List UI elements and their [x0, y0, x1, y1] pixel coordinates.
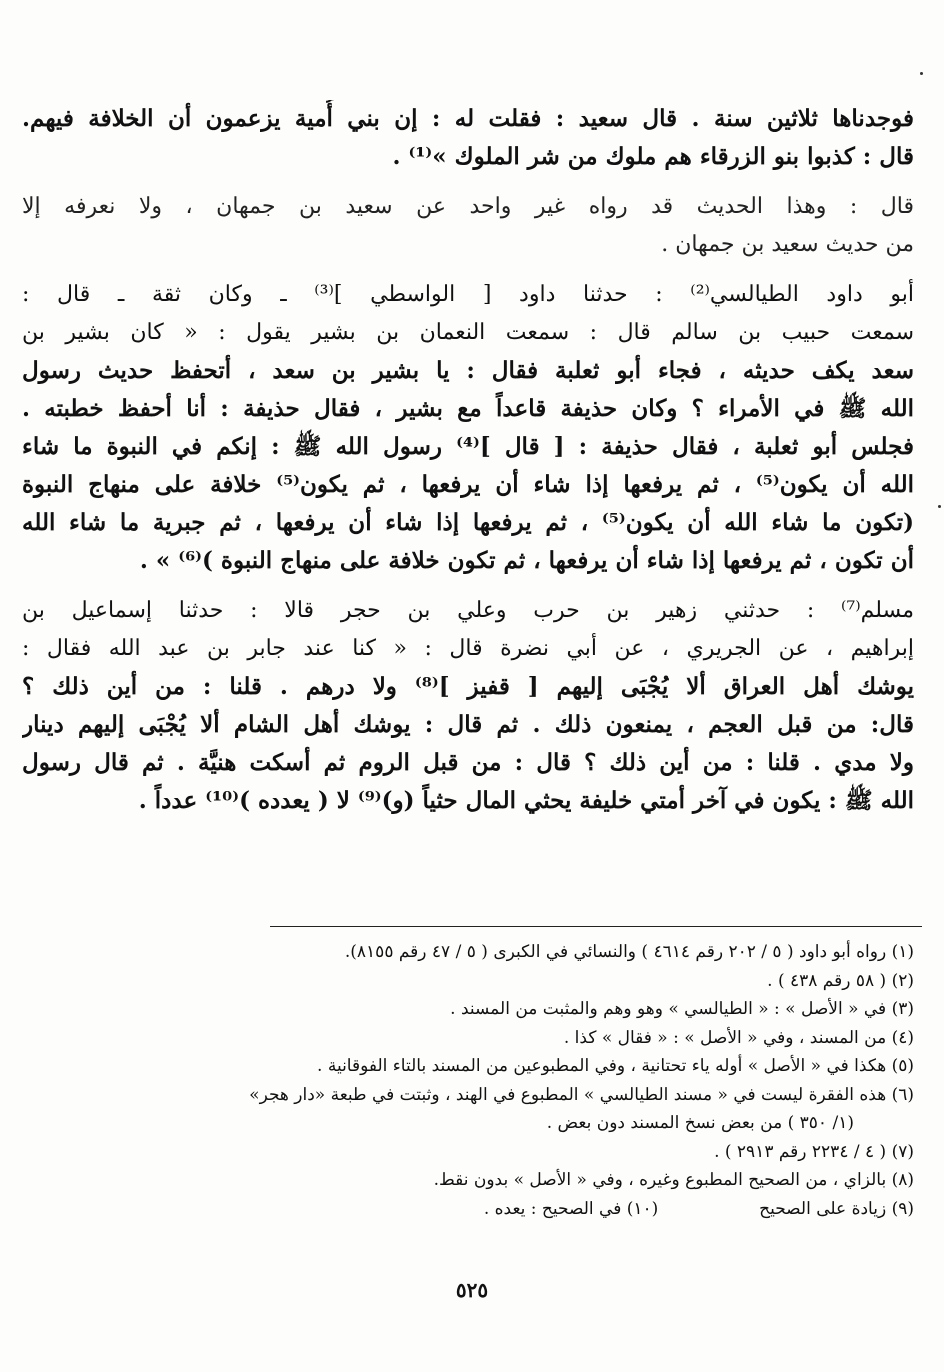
footnote-separator: [270, 926, 922, 927]
footnote: (٤) من المسند ، وفي « الأصل » : « فقال » كذا .: [563, 1027, 914, 1048]
text-line: من حديث سعيد بن جمهان .: [661, 232, 914, 257]
footnote: (٥) هكذا في « الأصل » أوله ياء تحتانية ، وفي المطبوعين من المسند بالتاء الفوقانية .: [317, 1056, 914, 1076]
text-line: الله أن يكون⁽⁵⁾ ، ثم يرفعها إذا شاء أن يرفعها ، ثم يكون⁽⁵⁾ خلافة على منهاج النبوة: [22, 471, 914, 498]
main-text: [22, 100, 914, 820]
footnote: (١٠) في الصحيح : يعده .: [483, 1198, 659, 1219]
text-line: (تكون ما شاء الله أن يكون⁽⁵⁾ ، ثم يرفعها إذا شاء أن يرفعها ، ثم جبرية ما شاء الله: [22, 509, 914, 536]
scan-speck: [938, 505, 941, 508]
paragraph-4: [22, 592, 914, 820]
text-line: سمعت حبيب بن سالم قال : سمعت النعمان بن بشير يقول : « كان بشير بن: [22, 320, 914, 345]
paragraph-2: [22, 188, 914, 264]
footnote-row: [14, 1195, 914, 1224]
text-line: ولا مدي . قلنا : من أين ذلك ؟ قال : من قبل الروم ثم أسكت هنيَّة . ثم قال رسول: [22, 749, 914, 776]
text-line: الله ﷺ في الأمراء ؟ وكان حذيفة قاعداً مع بشير ، فقال حذيفة : أنا أحفظ خطبته .: [22, 395, 914, 422]
scan-speck: [920, 72, 923, 75]
paragraph-3: [22, 276, 914, 580]
text-line: الله ﷺ : يكون في آخر أمتي خليفة يحثي المال حثياً (و)⁽⁹⁾ لا ( يعدده )⁽¹⁰⁾ عدداً .: [138, 787, 914, 814]
paragraph-1: [22, 100, 914, 176]
text-line: سعد يكف حديثه ، فجاء أبو ثعلبة فقال : يا بشير بن سعد ، أتحفظ حديث رسول: [22, 357, 914, 384]
text-line: يوشك أهل العراق ألا يُجْبَى إليهم [ قفيز ]⁽⁸⁾ ولا درهم . قلنا : من أين ذلك ؟: [22, 673, 914, 700]
footnote: (٩) زيادة على الصحيح: [759, 1198, 914, 1219]
text-line: قال : كذبوا بنو الزرقاء هم ملوك من شر الملوك »⁽¹⁾ .: [392, 143, 914, 170]
footnote: (٦) هذه الفقرة ليست في « مسند الطيالسي » المطبوع في الهند ، وثبتت في طبعة «دار هجر»: [249, 1084, 914, 1105]
footnote-continuation: (١/ ٣٥٠ ) من بعض نسخ المسند دون بعض .: [546, 1113, 854, 1133]
text-line: أبو داود الطيالسي⁽²⁾ : حدثنا داود [ الواسطي ]⁽³⁾ ـ وكان ثقة ـ قال :: [22, 282, 914, 307]
footnote: (٣) في « الأصل » : « الطيالسي » وهو وهم والمثبت من المسند .: [450, 999, 914, 1019]
text-line: أن تكون ، ثم يرفعها إذا شاء أن يرفعها ، ثم تكون خلافة على منهاج النبوة )⁽⁶⁾ » .: [139, 547, 914, 574]
footnote: (١) رواه أبو داود ( ٥ / ٢٠٢ رقم ٤٦١٤ ) والنسائي في الكبرى ( ٥ / ٤٧ رقم ٨١٥٥).: [344, 942, 914, 962]
footnote: (٨) بالزاي ، من الصحيح المطبوع وغيره ، وفي « الأصل » بدون نقط.: [433, 1170, 914, 1190]
footnote: (٢) ( ٥٨ رقم ٤٣٨ ) .: [767, 970, 914, 991]
text-line: قال: من قبل العجم ، يمنعون ذلك . ثم قال : يوشك أهل الشام ألا يُجْبَى إليهم دينار: [22, 711, 914, 738]
text-line: فوجدناها ثلاثين سنة . قال سعيد : فقلت له : إن بني أُمية يزعمون أن الخلافة فيهم.: [22, 105, 914, 132]
footnote: (٧) ( ٤ / ٢٢٣٤ رقم ٢٩١٣ ) .: [714, 1141, 914, 1162]
text-line: قال : وهذا الحديث قد رواه غير واحد عن سعيد بن جمهان ، ولا نعرفه إلا: [22, 194, 914, 219]
page-number: ٥٢٥: [455, 1278, 489, 1302]
text-line: فجلس أبو ثعلبة ، فقال حذيفة : [ قال ]⁽⁴⁾ رسول الله ﷺ : إنكم في النبوة ما شاء: [22, 433, 914, 460]
text-line: إبراهيم ، عن الجريري ، عن أبي نضرة قال : « كنا عند جابر بن عبد الله فقال :: [22, 636, 914, 661]
footnotes: [14, 938, 914, 1223]
text-line: مسلم⁽⁷⁾ : حدثني زهير بن حرب وعلي بن حجر قالا : حدثنا إسماعيل بن: [22, 598, 914, 623]
